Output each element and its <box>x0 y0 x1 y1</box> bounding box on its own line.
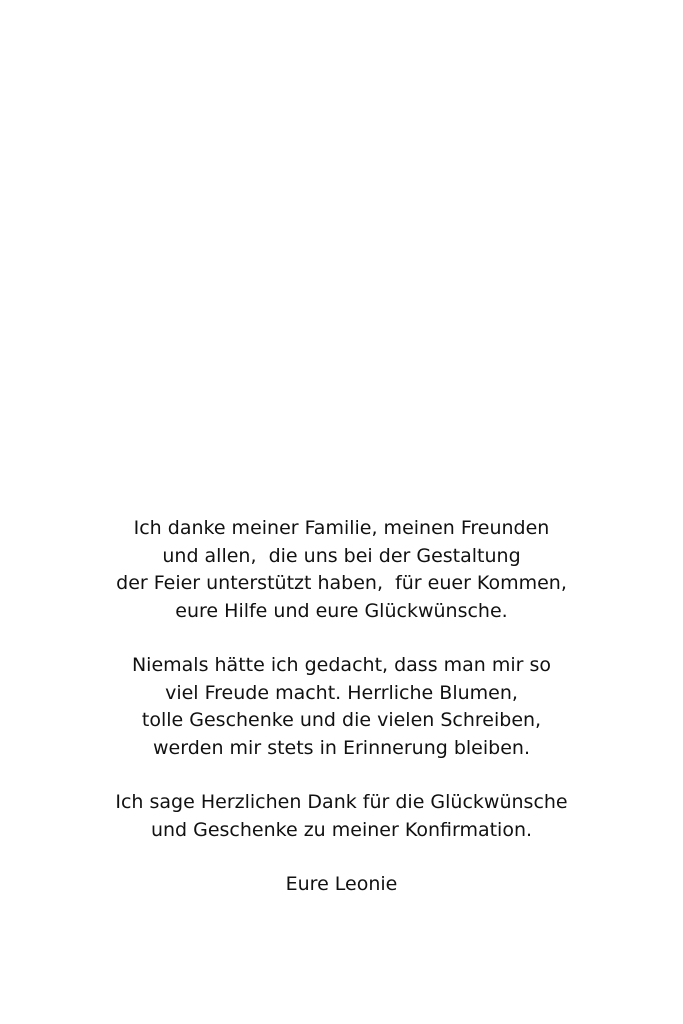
card-text <box>0 515 683 899</box>
text-line: und allen, die uns bei der Gestaltung <box>162 544 521 567</box>
text-line: Niemals hätte ich gedacht, dass man mir so <box>131 654 552 676</box>
paragraph-joy <box>0 652 683 762</box>
paragraph-thanks <box>0 515 683 625</box>
text-line: Ich danke meiner Familie, meinen Freunden <box>133 517 550 539</box>
text-line: eure Hilfe und eure Glückwünsche. <box>175 599 508 622</box>
text-line: der Feier unterstützt haben, für euer Kommen, <box>116 572 567 594</box>
signature <box>0 871 683 899</box>
text-line: werden mir stets in Erinnerung bleiben. <box>153 736 530 759</box>
signature-line: Eure Leonie <box>285 873 398 895</box>
text-line: Ich sage Herzlichen Dank für die Glückwünsche <box>115 791 568 813</box>
text-line: und Geschenke zu meiner Konfirmation. <box>150 818 533 841</box>
paragraph-gratitude <box>0 789 683 844</box>
text-line: viel Freude macht. Herrliche Blumen, <box>165 681 518 704</box>
text-line: tolle Geschenke und die vielen Schreiben, <box>141 709 542 731</box>
